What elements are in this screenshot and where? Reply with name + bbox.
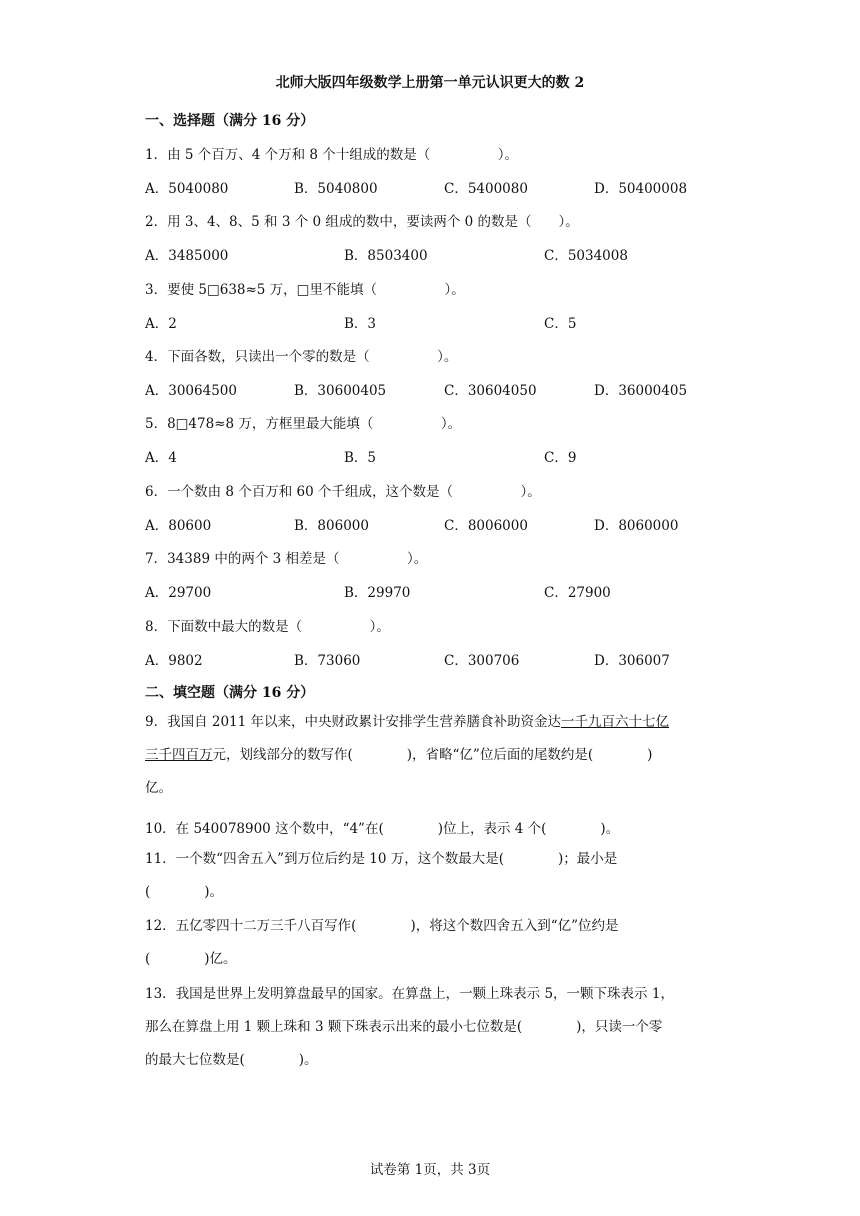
question-3: 3．要使 5□638≈5 万，□里不能填（ ）。 (145, 282, 465, 298)
section-heading-fill: 二、填空题（满分 16 分） (145, 685, 315, 701)
option-c: C．30604050 (444, 383, 537, 399)
question-2: 2．用 3、4、8、5 和 3 个 0 组成的数中，要读两个 0 的数是（ ）。 (145, 214, 579, 230)
option-a: A．3485000 (145, 248, 229, 264)
option-b: B．8503400 (344, 248, 428, 264)
page-footer: 试卷第 1页，共 3页 (369, 1162, 491, 1178)
option-a: A．30064500 (145, 383, 237, 399)
question-9-text: 元，划线部分的数写作( )，省略“亿”位后面的尾数约是( ) (212, 747, 653, 763)
option-b: B．30600405 (294, 383, 387, 399)
option-b: B．73060 (294, 653, 361, 669)
option-c: C．300706 (444, 653, 520, 669)
question-13 (145, 978, 720, 1077)
question-10: 10．在 540078900 这个数中，“4”在( )位上，表示 4 个( )。 (145, 821, 620, 837)
option-d: D．306007 (594, 653, 670, 669)
option-c: C．9 (544, 450, 577, 466)
question-1: 1．由 5 个百万、4 个万和 8 个十组成的数是（ ）。 (145, 147, 519, 163)
option-d: D．36000405 (594, 383, 688, 399)
question-12 (145, 910, 720, 976)
option-d: D．50400008 (594, 181, 688, 197)
option-b: B．5 (344, 450, 377, 466)
question-5: 5．8□478≈8 万，方框里最大能填（ ）。 (145, 416, 462, 432)
option-a: A．2 (145, 316, 177, 332)
question-9-line-2 (145, 739, 720, 772)
underlined-number-text: 一千九百六十七亿 (561, 714, 670, 730)
option-c: C．27900 (544, 585, 611, 601)
option-c: C．8006000 (444, 518, 528, 534)
option-b: B．3 (344, 316, 377, 332)
question-12-line-1: 12．五亿零四十二万三千八百写作( )，将这个数四舍五入到“亿”位约是 (145, 918, 619, 934)
question-13-line-1: 13．我国是世界上发明算盘最早的国家。在算盘上，一颗上珠表示 5，一颗下珠表示 1， (145, 986, 674, 1002)
question-11-line-2: ( )。 (145, 884, 224, 900)
option-a: A．80600 (145, 518, 212, 534)
option-d: D．8060000 (594, 518, 679, 534)
question-11-line-1: 11．一个数“四舍五入”到万位后约是 10 万，这个数最大是( )；最小是 (145, 851, 618, 867)
option-a: A．5040080 (145, 181, 229, 197)
question-9-line-3: 亿。 (145, 780, 172, 796)
option-b: B．806000 (294, 518, 369, 534)
question-6: 6．一个数由 8 个百万和 60 个千组成，这个数是（ ）。 (145, 484, 541, 500)
question-7: 7．34389 中的两个 3 相差是（ ）。 (145, 551, 428, 567)
question-11 (145, 843, 720, 909)
question-12-line-2: ( )亿。 (145, 951, 237, 967)
option-a: A．29700 (145, 585, 212, 601)
question-4: 4．下面各数，只读出一个零的数是（ ）。 (145, 349, 458, 365)
question-9 (145, 706, 720, 805)
option-c: C．5400080 (444, 181, 528, 197)
question-9-line-1 (145, 706, 720, 739)
option-b: B．29970 (344, 585, 411, 601)
question-8: 8．下面数中最大的数是（ ）。 (145, 619, 390, 635)
option-a: A．9802 (145, 653, 203, 669)
question-9-text: 9．我国自 2011 年以来，中央财政累计安排学生营养膳食补助资金达 (145, 714, 562, 730)
option-b: B．5040800 (294, 181, 378, 197)
underlined-number-text: 三千四百万 (145, 747, 213, 763)
option-a: A．4 (145, 450, 177, 466)
section-heading-choice: 一、选择题（满分 16 分） (145, 113, 315, 129)
page-title: 北师大版四年级数学上册第一单元认识更大的数 2 (275, 75, 585, 91)
option-c: C．5034008 (544, 248, 628, 264)
question-13-line-3: 的最大七位数是( )。 (145, 1052, 318, 1068)
question-13-line-2: 那么在算盘上用 1 颗上珠和 3 颗下珠表示出来的最小七位数是( )，只读一个零 (145, 1019, 663, 1035)
option-c: C．5 (544, 316, 577, 332)
